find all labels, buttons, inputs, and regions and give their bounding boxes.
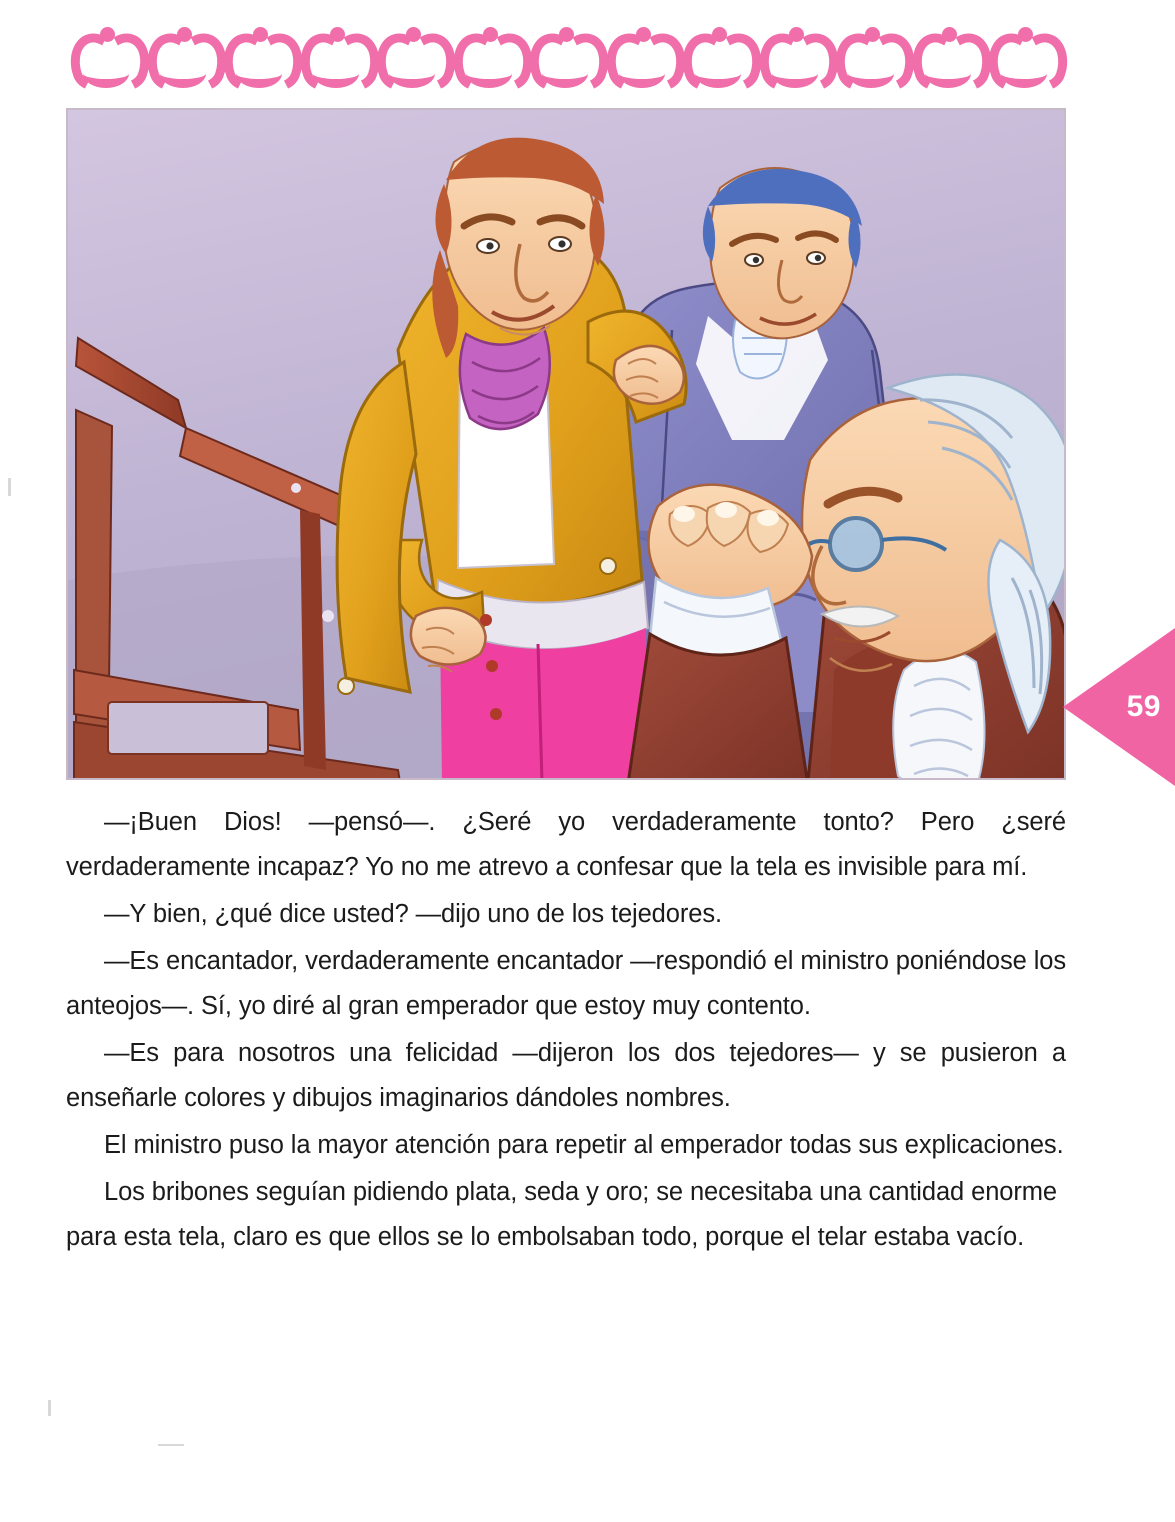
flourish-icon xyxy=(147,25,219,81)
scan-artifact xyxy=(48,1400,51,1416)
paragraph: Los bribones seguían pidiendo plata, seda y oro; se necesitaba una cantidad enorme para esta tela, claro es que ellos se lo embolsaban todo, porque el telar estaba vacío. xyxy=(66,1178,1057,1251)
flourish-icon xyxy=(453,25,525,81)
decorative-top-border xyxy=(70,22,1060,84)
flourish-icon xyxy=(759,25,831,81)
scan-artifact xyxy=(158,1444,184,1446)
page-number-flag xyxy=(1063,628,1175,786)
flourish-icon xyxy=(835,25,907,81)
flourish-icon xyxy=(223,25,295,81)
paragraph: El ministro puso la mayor atención para repetir al emperador todas sus explicaciones. xyxy=(104,1131,1064,1159)
flourish-icon xyxy=(682,25,754,81)
flourish-icon xyxy=(70,25,142,81)
story-illustration xyxy=(66,108,1066,780)
story-text xyxy=(66,800,1066,1262)
flourish-icon xyxy=(300,25,372,81)
scan-artifact xyxy=(8,478,11,496)
flourish-icon xyxy=(606,25,678,81)
page-number: 59 xyxy=(1126,690,1161,723)
flourish-icon xyxy=(529,25,601,81)
paragraph: —Es para nosotros una felicidad —dijeron los dos tejedores— y se pusieron a enseñarle colores y dibujos imaginarios dándoles nombres. xyxy=(66,1039,1066,1112)
flourish-icon xyxy=(376,25,448,81)
paragraph: —Y bien, ¿qué dice usted? —dijo uno de los tejedores. xyxy=(104,900,722,928)
flourish-icon xyxy=(988,25,1060,81)
paragraph: —¡Buen Dios! —pensó—. ¿Seré yo verdaderamente tonto? Pero ¿seré verdaderamente incapaz? Yo no me atrevo a confesar que la tela es invisible para mí. xyxy=(66,808,1066,881)
paragraph: —Es encantador, verdaderamente encantador —respondió el ministro poniéndose los anteojos—. Sí, yo diré al gran emperador que estoy muy contento. xyxy=(66,947,1066,1020)
flourish-icon xyxy=(912,25,984,81)
